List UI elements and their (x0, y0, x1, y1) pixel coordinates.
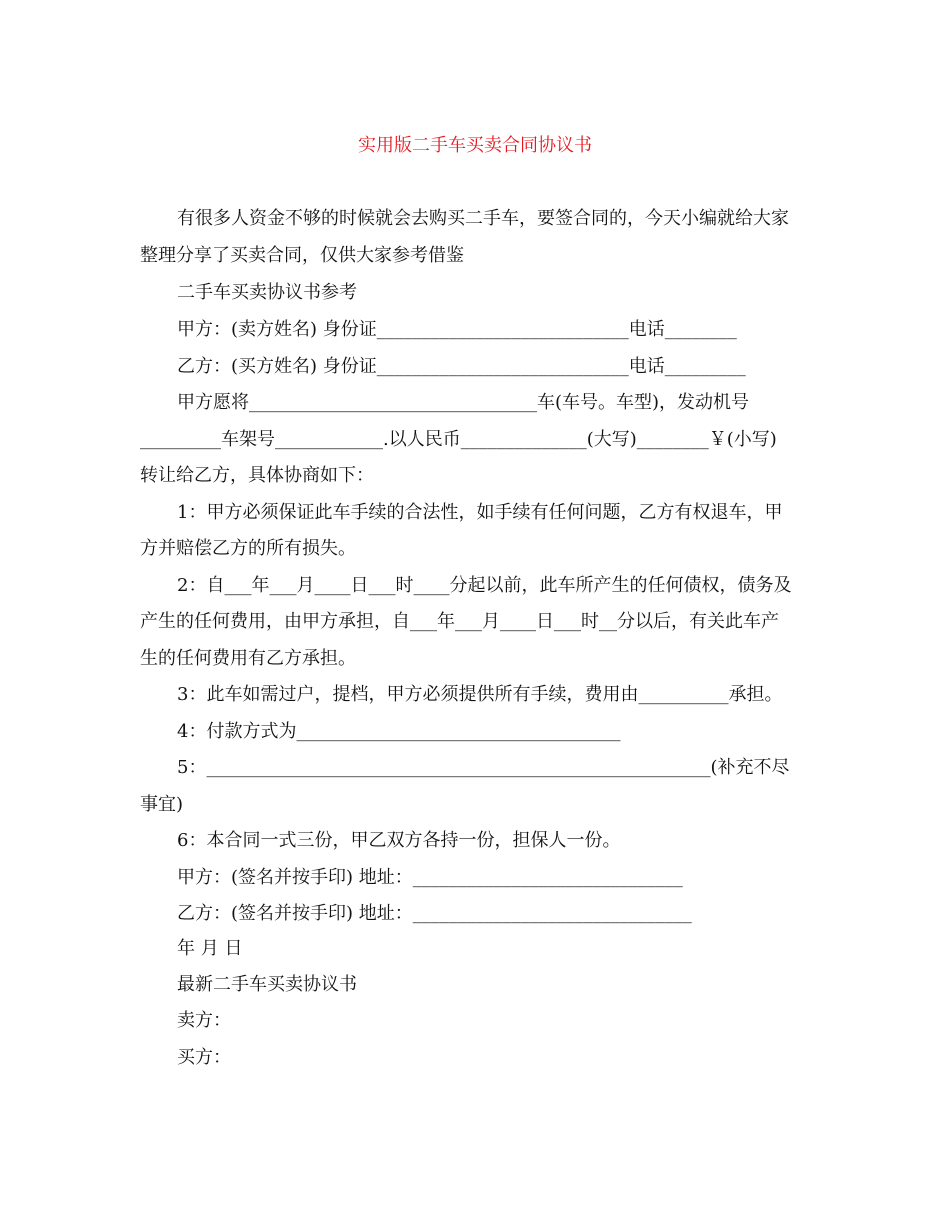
clause-5-line-2: 事宜) (140, 794, 184, 815)
clause-5-line-1: 5：________________________________________________________(补充不尽 (177, 757, 790, 778)
clause-3: 3：此车如需过户，提档，甲方必须提供所有手续，费用由__________承担。 (177, 684, 783, 705)
section-heading-reference: 二手车买卖协议书参考 (177, 282, 357, 303)
clause-1-line-2: 方并赔偿乙方的所有损失。 (140, 538, 356, 559)
intro-line-2: 整理分享了买卖合同，仅供大家参考借鉴 (140, 245, 464, 266)
document-title: 实用版二手车买卖合同协议书 (358, 135, 592, 156)
clause-2-line-3: 生的任何费用有乙方承担。 (140, 648, 356, 669)
vehicle-line-1: 甲方愿将________________________________车(车号。车型)，发动机号 (177, 392, 750, 413)
clause-2-line-2: 产生的任何费用，由甲方承担，自___年___月____日___时__分以后，有关此车产 (140, 611, 779, 632)
vehicle-line-3: 转让给乙方，具体协商如下： (140, 465, 374, 486)
party-b-signature: 乙方：(签名并按手印) 地址：_______________________________ (177, 903, 692, 924)
clause-2-line-1: 2：自___年___月____日___时____分起以前，此车所产生的任何债权，债务及 (177, 575, 792, 596)
party-b-line: 乙方：(买方姓名) 身份证____________________________电话_________ (177, 356, 746, 377)
party-a-signature: 甲方：(签名并按手印) 地址：______________________________ (177, 867, 683, 888)
intro-line-1: 有很多人资金不够的时候就会去购买二手车，要签合同的，今天小编就给大家 (177, 208, 789, 229)
seller-label: 卖方： (177, 1010, 231, 1031)
vehicle-line-2: _________车架号____________.以人民币______________(大写)________￥(小写) (140, 429, 777, 450)
party-a-line: 甲方：(卖方姓名) 身份证____________________________电话________ (177, 319, 737, 340)
section-heading-latest: 最新二手车买卖协议书 (177, 974, 357, 995)
date-line: 年 月 日 (177, 938, 243, 959)
clause-1-line-1: 1：甲方必须保证此车手续的合法性，如手续有任何问题，乙方有权退车，甲 (177, 502, 783, 523)
clause-6: 6：本合同一式三份，甲乙双方各持一份，担保人一份。 (177, 830, 621, 851)
buyer-label: 买方： (177, 1047, 231, 1068)
clause-4: 4：付款方式为____________________________________ (177, 721, 621, 742)
